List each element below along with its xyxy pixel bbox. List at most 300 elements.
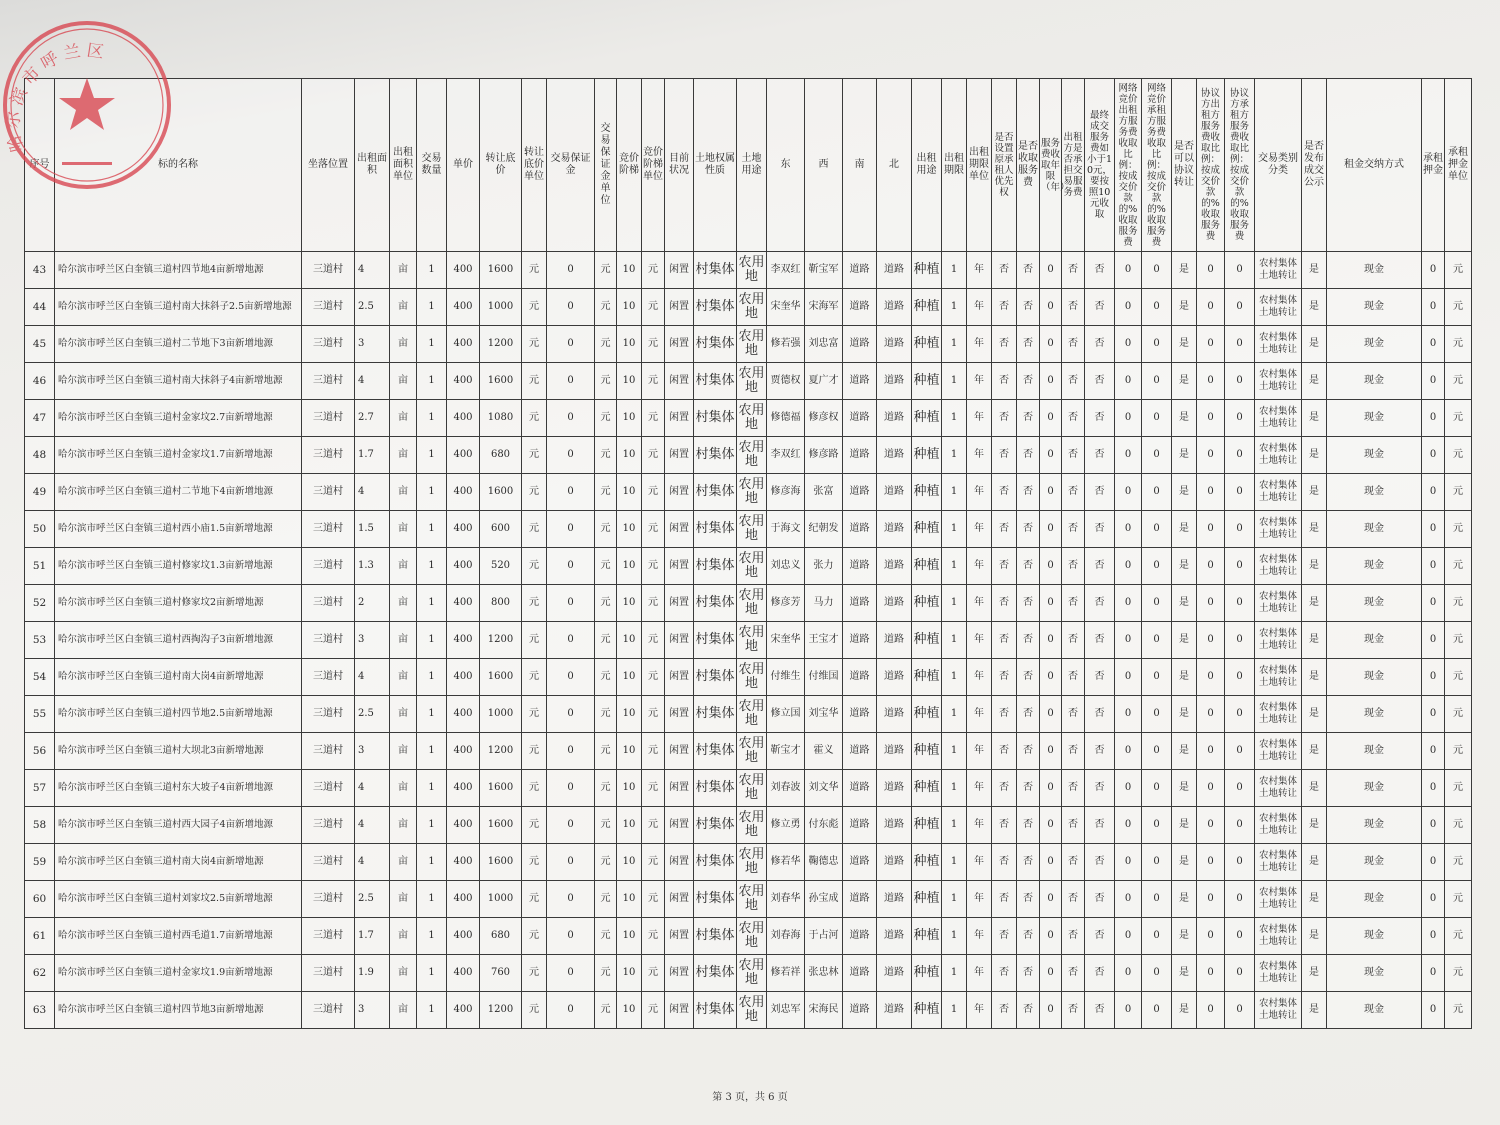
cell-agreement-allowed: 是 (1172, 659, 1197, 696)
header-land-use: 土地用途 (737, 79, 767, 252)
cell-quantity: 1 (417, 955, 447, 992)
cell-charge-fee: 否 (1017, 326, 1040, 363)
cell-prior-right: 否 (992, 733, 1017, 770)
cell-west: 靳宝军 (805, 252, 843, 289)
cell-publish-result: 是 (1302, 289, 1327, 326)
cell-unit-price: 400 (447, 437, 480, 474)
cell-bid-step-unit: 元 (642, 770, 665, 807)
cell-deposit-unit: 元 (595, 326, 617, 363)
cell-charge-fee: 否 (1017, 622, 1040, 659)
cell-south: 道路 (843, 918, 877, 955)
cell-base-price: 1200 (480, 622, 522, 659)
cell-lessor-bears-fee: 否 (1062, 252, 1085, 289)
cell-bid-step: 10 (617, 770, 642, 807)
cell-base-price: 760 (480, 955, 522, 992)
cell-lease-deposit: 0 (1422, 807, 1445, 844)
cell-lease-deposit: 0 (1422, 474, 1445, 511)
cell-base-price-unit: 元 (522, 437, 547, 474)
cell-fee-years: 0 (1040, 733, 1062, 770)
cell-publish-result: 是 (1302, 807, 1327, 844)
cell-area: 4 (355, 659, 390, 696)
cell-min-fee-rule: 否 (1085, 992, 1115, 1029)
cell-min-fee-rule: 否 (1085, 511, 1115, 548)
cell-location: 三道村 (302, 363, 355, 400)
cell-area: 4 (355, 807, 390, 844)
cell-online-lessor-rate: 0 (1115, 252, 1142, 289)
cell-bid-step-unit: 元 (642, 400, 665, 437)
cell-base-price: 1600 (480, 363, 522, 400)
cell-trade-category: 农村集体土地转让 (1255, 770, 1302, 807)
cell-lease-term-unit: 年 (967, 844, 992, 881)
cell-deposit-unit: 元 (595, 363, 617, 400)
cell-deposit-unit: 元 (595, 696, 617, 733)
cell-land-use: 农用地 (737, 807, 767, 844)
header-lease-use: 出租用途 (912, 79, 942, 252)
cell-east: 修若祥 (767, 955, 805, 992)
cell-ownership: 村集体 (694, 918, 737, 955)
cell-location: 三道村 (302, 326, 355, 363)
cell-trade-category: 农村集体土地转让 (1255, 844, 1302, 881)
cell-quantity: 1 (417, 844, 447, 881)
cell-lease-term: 1 (942, 918, 967, 955)
cell-land-use: 农用地 (737, 955, 767, 992)
cell-deposit: 0 (547, 807, 595, 844)
cell-ownership: 村集体 (694, 548, 737, 585)
cell-rent-payment: 现金 (1327, 955, 1422, 992)
cell-north: 道路 (877, 548, 912, 585)
cell-quantity: 1 (417, 585, 447, 622)
cell-west: 付东彪 (805, 807, 843, 844)
cell-bid-step-unit: 元 (642, 955, 665, 992)
cell-lease-deposit: 0 (1422, 326, 1445, 363)
cell-deposit: 0 (547, 955, 595, 992)
cell-min-fee-rule: 否 (1085, 696, 1115, 733)
cell-agreement-lessee-rate: 0 (1225, 807, 1255, 844)
cell-base-price: 1200 (480, 733, 522, 770)
cell-unit-price: 400 (447, 474, 480, 511)
cell-seq: 45 (25, 326, 55, 363)
cell-ownership: 村集体 (694, 585, 737, 622)
cell-south: 道路 (843, 474, 877, 511)
cell-lessor-bears-fee: 否 (1062, 437, 1085, 474)
cell-location: 三道村 (302, 548, 355, 585)
cell-prior-right: 否 (992, 881, 1017, 918)
cell-west: 孙宝成 (805, 881, 843, 918)
cell-north: 道路 (877, 326, 912, 363)
cell-prior-right: 否 (992, 585, 1017, 622)
cell-deposit-unit: 元 (595, 918, 617, 955)
cell-bid-step: 10 (617, 918, 642, 955)
cell-north: 道路 (877, 881, 912, 918)
cell-east: 修立勇 (767, 807, 805, 844)
cell-prior-right: 否 (992, 289, 1017, 326)
cell-base-price: 1200 (480, 326, 522, 363)
cell-quantity: 1 (417, 733, 447, 770)
cell-location: 三道村 (302, 733, 355, 770)
cell-prior-right: 否 (992, 918, 1017, 955)
cell-agreement-allowed: 是 (1172, 474, 1197, 511)
cell-ownership: 村集体 (694, 992, 737, 1029)
cell-agreement-lessor-rate: 0 (1197, 622, 1225, 659)
cell-area-unit: 亩 (390, 400, 417, 437)
cell-lessor-bears-fee: 否 (1062, 474, 1085, 511)
cell-name: 哈尔滨市呼兰区白奎镇三道村西小庙1.5亩新增地源 (55, 511, 302, 548)
header-seq: 序号 (25, 79, 55, 252)
cell-lease-term: 1 (942, 992, 967, 1029)
header-base-price: 转让底价 (480, 79, 522, 252)
cell-deposit: 0 (547, 770, 595, 807)
cell-west: 张富 (805, 474, 843, 511)
cell-bid-step-unit: 元 (642, 252, 665, 289)
cell-prior-right: 否 (992, 696, 1017, 733)
cell-quantity: 1 (417, 326, 447, 363)
cell-south: 道路 (843, 585, 877, 622)
cell-north: 道路 (877, 955, 912, 992)
cell-ownership: 村集体 (694, 733, 737, 770)
cell-unit-price: 400 (447, 585, 480, 622)
cell-agreement-lessee-rate: 0 (1225, 585, 1255, 622)
cell-area-unit: 亩 (390, 659, 417, 696)
header-row (25, 79, 1472, 252)
cell-deposit: 0 (547, 400, 595, 437)
cell-quantity: 1 (417, 770, 447, 807)
cell-bid-step: 10 (617, 326, 642, 363)
cell-deposit-unit: 元 (595, 511, 617, 548)
cell-agreement-lessor-rate: 0 (1197, 437, 1225, 474)
cell-location: 三道村 (302, 918, 355, 955)
cell-name: 哈尔滨市呼兰区白奎镇三道村二节地下4亩新增地源 (55, 474, 302, 511)
cell-lease-deposit-unit: 元 (1445, 807, 1472, 844)
header-bid-step: 竞价阶梯 (617, 79, 642, 252)
cell-lease-term: 1 (942, 511, 967, 548)
cell-online-lessor-rate: 0 (1115, 955, 1142, 992)
cell-bid-step: 10 (617, 659, 642, 696)
cell-area-unit: 亩 (390, 289, 417, 326)
cell-bid-step: 10 (617, 289, 642, 326)
cell-west: 王宝才 (805, 622, 843, 659)
header-online-lessor-rate: 网络竞价出租方服务费收取比例：按成交价款的%收取服务费 (1115, 79, 1142, 252)
cell-charge-fee: 否 (1017, 511, 1040, 548)
cell-lease-deposit: 0 (1422, 289, 1445, 326)
cell-seq: 48 (25, 437, 55, 474)
cell-south: 道路 (843, 955, 877, 992)
cell-status: 闲置 (665, 807, 694, 844)
cell-base-price: 1000 (480, 881, 522, 918)
cell-lease-use: 种植 (912, 918, 942, 955)
cell-bid-step-unit: 元 (642, 918, 665, 955)
cell-lease-use: 种植 (912, 511, 942, 548)
cell-agreement-lessor-rate: 0 (1197, 918, 1225, 955)
cell-trade-category: 农村集体土地转让 (1255, 474, 1302, 511)
cell-land-use: 农用地 (737, 585, 767, 622)
cell-prior-right: 否 (992, 844, 1017, 881)
cell-online-lessee-rate: 0 (1142, 252, 1172, 289)
cell-name: 哈尔滨市呼兰区白奎镇三道村西大园子4亩新增地源 (55, 807, 302, 844)
cell-ownership: 村集体 (694, 844, 737, 881)
cell-name: 哈尔滨市呼兰区白奎镇三道村南大抹斜子4亩新增地源 (55, 363, 302, 400)
cell-quantity: 1 (417, 548, 447, 585)
cell-east: 修彦海 (767, 474, 805, 511)
cell-area: 1.5 (355, 511, 390, 548)
cell-prior-right: 否 (992, 770, 1017, 807)
cell-lessor-bears-fee: 否 (1062, 585, 1085, 622)
cell-status: 闲置 (665, 548, 694, 585)
cell-agreement-lessor-rate: 0 (1197, 585, 1225, 622)
cell-trade-category: 农村集体土地转让 (1255, 437, 1302, 474)
cell-publish-result: 是 (1302, 918, 1327, 955)
cell-min-fee-rule: 否 (1085, 363, 1115, 400)
cell-lease-use: 种植 (912, 881, 942, 918)
cell-publish-result: 是 (1302, 400, 1327, 437)
cell-west: 马力 (805, 585, 843, 622)
table-row (25, 770, 1472, 807)
header-publish-result: 是否发布成交公示 (1302, 79, 1327, 252)
cell-south: 道路 (843, 844, 877, 881)
cell-status: 闲置 (665, 511, 694, 548)
cell-agreement-allowed: 是 (1172, 363, 1197, 400)
cell-bid-step: 10 (617, 733, 642, 770)
cell-quantity: 1 (417, 363, 447, 400)
cell-east: 宋奎华 (767, 622, 805, 659)
cell-agreement-allowed: 是 (1172, 881, 1197, 918)
cell-lease-use: 种植 (912, 289, 942, 326)
cell-name: 哈尔滨市呼兰区白奎镇三道村修家坟1.3亩新增地源 (55, 548, 302, 585)
cell-area: 4 (355, 363, 390, 400)
cell-trade-category: 农村集体土地转让 (1255, 696, 1302, 733)
cell-deposit-unit: 元 (595, 992, 617, 1029)
cell-lease-use: 种植 (912, 252, 942, 289)
cell-ownership: 村集体 (694, 400, 737, 437)
cell-status: 闲置 (665, 770, 694, 807)
cell-agreement-allowed: 是 (1172, 918, 1197, 955)
cell-lease-term-unit: 年 (967, 326, 992, 363)
cell-land-use: 农用地 (737, 992, 767, 1029)
cell-west: 于占河 (805, 918, 843, 955)
cell-lease-deposit: 0 (1422, 844, 1445, 881)
cell-lease-deposit: 0 (1422, 437, 1445, 474)
cell-lease-term: 1 (942, 400, 967, 437)
cell-land-use: 农用地 (737, 696, 767, 733)
cell-prior-right: 否 (992, 992, 1017, 1029)
cell-land-use: 农用地 (737, 400, 767, 437)
cell-lease-term: 1 (942, 363, 967, 400)
cell-online-lessor-rate: 0 (1115, 474, 1142, 511)
cell-ownership: 村集体 (694, 955, 737, 992)
cell-agreement-lessor-rate: 0 (1197, 733, 1225, 770)
cell-agreement-lessor-rate: 0 (1197, 955, 1225, 992)
cell-area: 3 (355, 326, 390, 363)
header-west: 西 (805, 79, 843, 252)
cell-min-fee-rule: 否 (1085, 289, 1115, 326)
cell-lease-use: 种植 (912, 992, 942, 1029)
cell-bid-step: 10 (617, 807, 642, 844)
cell-bid-step: 10 (617, 252, 642, 289)
cell-bid-step-unit: 元 (642, 733, 665, 770)
cell-lease-deposit: 0 (1422, 955, 1445, 992)
cell-seq: 63 (25, 992, 55, 1029)
cell-online-lessee-rate: 0 (1142, 918, 1172, 955)
cell-unit-price: 400 (447, 881, 480, 918)
cell-ownership: 村集体 (694, 659, 737, 696)
cell-trade-category: 农村集体土地转让 (1255, 326, 1302, 363)
table-row (25, 511, 1472, 548)
cell-lease-deposit-unit: 元 (1445, 289, 1472, 326)
cell-status: 闲置 (665, 696, 694, 733)
cell-min-fee-rule: 否 (1085, 659, 1115, 696)
cell-area: 4 (355, 770, 390, 807)
cell-agreement-lessee-rate: 0 (1225, 289, 1255, 326)
cell-online-lessee-rate: 0 (1142, 696, 1172, 733)
cell-lease-term: 1 (942, 770, 967, 807)
cell-fee-years: 0 (1040, 955, 1062, 992)
cell-area-unit: 亩 (390, 326, 417, 363)
cell-rent-payment: 现金 (1327, 585, 1422, 622)
cell-area: 1.9 (355, 955, 390, 992)
cell-rent-payment: 现金 (1327, 807, 1422, 844)
cell-online-lessor-rate: 0 (1115, 770, 1142, 807)
header-prior-right: 是否设置原承租人优先权 (992, 79, 1017, 252)
cell-land-use: 农用地 (737, 252, 767, 289)
cell-east: 李双红 (767, 437, 805, 474)
cell-area-unit: 亩 (390, 585, 417, 622)
header-south: 南 (843, 79, 877, 252)
cell-lease-deposit: 0 (1422, 622, 1445, 659)
cell-lessor-bears-fee: 否 (1062, 807, 1085, 844)
header-agreement-lessee-rate: 协议方承租方服务费收取比例：按成交价款的%收取服务费 (1225, 79, 1255, 252)
cell-lease-term: 1 (942, 881, 967, 918)
cell-base-price: 1600 (480, 770, 522, 807)
header-deposit: 交易保证金 (547, 79, 595, 252)
cell-status: 闲置 (665, 955, 694, 992)
cell-base-price-unit: 元 (522, 807, 547, 844)
cell-unit-price: 400 (447, 955, 480, 992)
cell-deposit: 0 (547, 585, 595, 622)
cell-location: 三道村 (302, 955, 355, 992)
cell-unit-price: 400 (447, 511, 480, 548)
cell-base-price-unit: 元 (522, 548, 547, 585)
cell-trade-category: 农村集体土地转让 (1255, 400, 1302, 437)
cell-fee-years: 0 (1040, 770, 1062, 807)
cell-north: 道路 (877, 363, 912, 400)
cell-agreement-allowed: 是 (1172, 400, 1197, 437)
cell-location: 三道村 (302, 252, 355, 289)
cell-lease-term-unit: 年 (967, 881, 992, 918)
cell-min-fee-rule: 否 (1085, 474, 1115, 511)
cell-south: 道路 (843, 733, 877, 770)
cell-agreement-lessor-rate: 0 (1197, 289, 1225, 326)
cell-land-use: 农用地 (737, 918, 767, 955)
header-agreement-allowed: 是否可以协议转让 (1172, 79, 1197, 252)
cell-quantity: 1 (417, 918, 447, 955)
cell-trade-category: 农村集体土地转让 (1255, 733, 1302, 770)
cell-lease-deposit-unit: 元 (1445, 400, 1472, 437)
cell-lease-term: 1 (942, 844, 967, 881)
cell-agreement-allowed: 是 (1172, 955, 1197, 992)
cell-trade-category: 农村集体土地转让 (1255, 955, 1302, 992)
cell-fee-years: 0 (1040, 918, 1062, 955)
cell-lease-term: 1 (942, 289, 967, 326)
cell-agreement-allowed: 是 (1172, 992, 1197, 1029)
cell-bid-step-unit: 元 (642, 585, 665, 622)
cell-north: 道路 (877, 437, 912, 474)
cell-prior-right: 否 (992, 252, 1017, 289)
header-base-price-unit: 转让底价单位 (522, 79, 547, 252)
cell-agreement-lessor-rate: 0 (1197, 844, 1225, 881)
cell-lease-deposit: 0 (1422, 585, 1445, 622)
cell-bid-step-unit: 元 (642, 437, 665, 474)
cell-fee-years: 0 (1040, 696, 1062, 733)
cell-rent-payment: 现金 (1327, 289, 1422, 326)
cell-online-lessee-rate: 0 (1142, 585, 1172, 622)
cell-charge-fee: 否 (1017, 844, 1040, 881)
cell-trade-category: 农村集体土地转让 (1255, 622, 1302, 659)
cell-min-fee-rule: 否 (1085, 955, 1115, 992)
cell-lease-deposit-unit: 元 (1445, 992, 1472, 1029)
cell-online-lessor-rate: 0 (1115, 437, 1142, 474)
cell-land-use: 农用地 (737, 844, 767, 881)
cell-min-fee-rule: 否 (1085, 548, 1115, 585)
cell-location: 三道村 (302, 622, 355, 659)
cell-quantity: 1 (417, 622, 447, 659)
cell-status: 闲置 (665, 733, 694, 770)
cell-land-use: 农用地 (737, 289, 767, 326)
cell-agreement-allowed: 是 (1172, 733, 1197, 770)
cell-agreement-allowed: 是 (1172, 511, 1197, 548)
cell-deposit-unit: 元 (595, 585, 617, 622)
cell-lease-deposit-unit: 元 (1445, 511, 1472, 548)
cell-charge-fee: 否 (1017, 918, 1040, 955)
cell-online-lessee-rate: 0 (1142, 733, 1172, 770)
cell-prior-right: 否 (992, 437, 1017, 474)
cell-north: 道路 (877, 400, 912, 437)
cell-status: 闲置 (665, 289, 694, 326)
cell-name: 哈尔滨市呼兰区白奎镇三道村南大岗4亩新增地源 (55, 659, 302, 696)
cell-seq: 51 (25, 548, 55, 585)
header-trade-category: 交易类别分类 (1255, 79, 1302, 252)
cell-east: 修立国 (767, 696, 805, 733)
cell-land-use: 农用地 (737, 622, 767, 659)
cell-north: 道路 (877, 659, 912, 696)
cell-west: 夏广才 (805, 363, 843, 400)
cell-prior-right: 否 (992, 659, 1017, 696)
cell-area: 2.5 (355, 696, 390, 733)
cell-lease-term: 1 (942, 733, 967, 770)
cell-lease-term: 1 (942, 548, 967, 585)
cell-bid-step: 10 (617, 511, 642, 548)
cell-fee-years: 0 (1040, 585, 1062, 622)
cell-unit-price: 400 (447, 363, 480, 400)
cell-online-lessor-rate: 0 (1115, 807, 1142, 844)
cell-deposit: 0 (547, 622, 595, 659)
cell-agreement-lessee-rate: 0 (1225, 511, 1255, 548)
cell-lease-term: 1 (942, 622, 967, 659)
cell-status: 闲置 (665, 585, 694, 622)
cell-fee-years: 0 (1040, 252, 1062, 289)
cell-min-fee-rule: 否 (1085, 252, 1115, 289)
cell-deposit-unit: 元 (595, 881, 617, 918)
cell-seq: 62 (25, 955, 55, 992)
cell-area-unit: 亩 (390, 992, 417, 1029)
cell-publish-result: 是 (1302, 511, 1327, 548)
cell-deposit: 0 (547, 548, 595, 585)
cell-prior-right: 否 (992, 622, 1017, 659)
cell-deposit-unit: 元 (595, 733, 617, 770)
cell-publish-result: 是 (1302, 696, 1327, 733)
cell-online-lessor-rate: 0 (1115, 400, 1142, 437)
table-row (25, 955, 1472, 992)
cell-lease-deposit-unit: 元 (1445, 363, 1472, 400)
cell-status: 闲置 (665, 400, 694, 437)
